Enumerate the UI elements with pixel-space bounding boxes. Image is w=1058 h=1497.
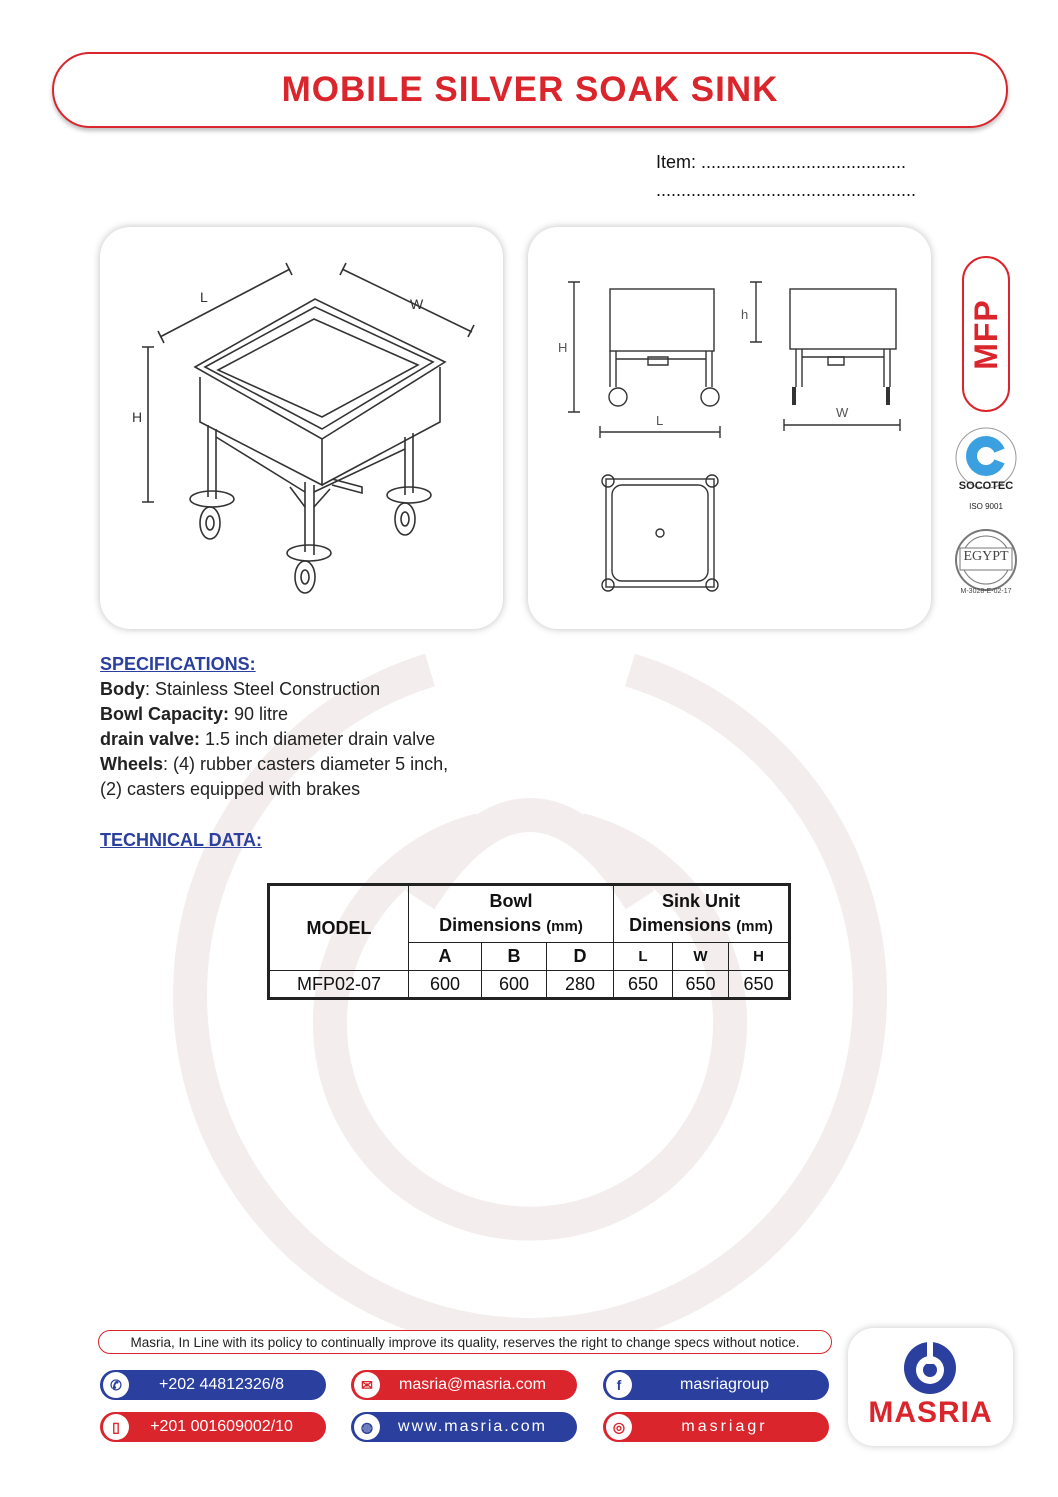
phone-2-pill[interactable]: ▯ +201 001609002/10: [100, 1412, 326, 1442]
item-label: Item:: [656, 152, 697, 172]
technical-data-heading: TECHNICAL DATA:: [100, 830, 262, 850]
spec-body: Body: Stainless Steel Construction: [100, 679, 381, 699]
mfp-badge: [962, 256, 1010, 412]
item-dots-2: ....................................................: [656, 180, 917, 200]
email-icon: ✉: [354, 1372, 380, 1398]
phone-1-pill[interactable]: ✆ +202 44812326/8: [100, 1370, 326, 1400]
iso-label: ISO 9001: [969, 502, 1003, 511]
ortho-label-w: W: [836, 405, 849, 420]
item-field: [656, 148, 916, 204]
spec-wheels: Wheels: (4) rubber casters diameter 5 inch,: [100, 754, 449, 774]
globe-icon: ◍: [354, 1414, 380, 1440]
page-title: MOBILE SILVER SOAK SINK: [281, 70, 779, 109]
phone-icon: ✆: [103, 1372, 129, 1398]
dim-label-l: L: [200, 289, 208, 305]
instagram-pill[interactable]: ◎ masriagr: [603, 1412, 829, 1442]
facebook-icon: f: [606, 1372, 632, 1398]
mfp-badge-text: MFP: [967, 298, 1004, 370]
facebook-pill[interactable]: f masriagroup: [603, 1370, 829, 1400]
instagram-icon: ◎: [606, 1414, 632, 1440]
row-l: 650: [614, 971, 673, 999]
col-b: B: [482, 943, 547, 971]
row-model: MFP02-07: [269, 971, 409, 999]
technical-data-table: [267, 883, 791, 1000]
footer-notice: Masria, In Line with its policy to continually improve its quality, reserves the right to change specs without notice.: [98, 1330, 832, 1354]
ortho-label-small-h: h: [741, 307, 749, 322]
masria-logo-icon: [848, 1334, 1013, 1404]
row-h: 650: [729, 971, 790, 999]
email-pill[interactable]: ✉ masria@masria.com: [351, 1370, 577, 1400]
item-dots-1: .........................................: [696, 152, 907, 172]
col-h: H: [729, 943, 790, 971]
spec-bowl-capacity: Bowl Capacity: 90 litre: [100, 704, 289, 724]
sink-unit-dimensions-header: Sink Unit Dimensions (mm): [614, 885, 790, 943]
orthographic-drawing-card: [528, 227, 931, 629]
ortho-label-l: L: [656, 413, 664, 428]
spec-wheels-brakes: (2) casters equipped with brakes: [100, 779, 361, 799]
row-a: 600: [409, 971, 482, 999]
sink-isometric-drawing: [100, 227, 503, 629]
table-row: [269, 971, 790, 999]
dim-label-h: H: [132, 409, 143, 425]
egypt-code: M-3028-E-02-17: [960, 588, 1012, 595]
row-d: 280: [547, 971, 614, 999]
socotec-certification: [950, 422, 1022, 514]
ortho-label-h: H: [558, 340, 568, 355]
dim-label-w: W: [410, 296, 424, 312]
row-b: 600: [482, 971, 547, 999]
col-l: L: [614, 943, 673, 971]
col-w: W: [673, 943, 729, 971]
specifications-section: [100, 652, 448, 853]
col-d: D: [547, 943, 614, 971]
brand-name: MASRIA: [868, 1396, 993, 1429]
egypt-certification: [950, 528, 1022, 598]
col-a: A: [409, 943, 482, 971]
specifications-heading: SPECIFICATIONS:: [100, 654, 256, 674]
row-w: 650: [673, 971, 729, 999]
masria-logo-card: [848, 1328, 1013, 1446]
isometric-drawing-card: [100, 227, 503, 629]
model-header: MODEL: [269, 885, 409, 971]
mobile-phone-icon: ▯: [103, 1414, 129, 1440]
sink-orthographic-drawing: [528, 227, 931, 629]
website-pill[interactable]: ◍ www.masria.com: [351, 1412, 577, 1442]
spec-drain-valve: drain valve: 1.5 inch diameter drain valve: [100, 729, 436, 749]
egypt-label: EGYPT: [963, 549, 1009, 564]
title-banner: [52, 52, 1008, 128]
socotec-name: SOCOTEC: [958, 480, 1014, 492]
bowl-dimensions-header: Bowl Dimensions (mm): [409, 885, 614, 943]
